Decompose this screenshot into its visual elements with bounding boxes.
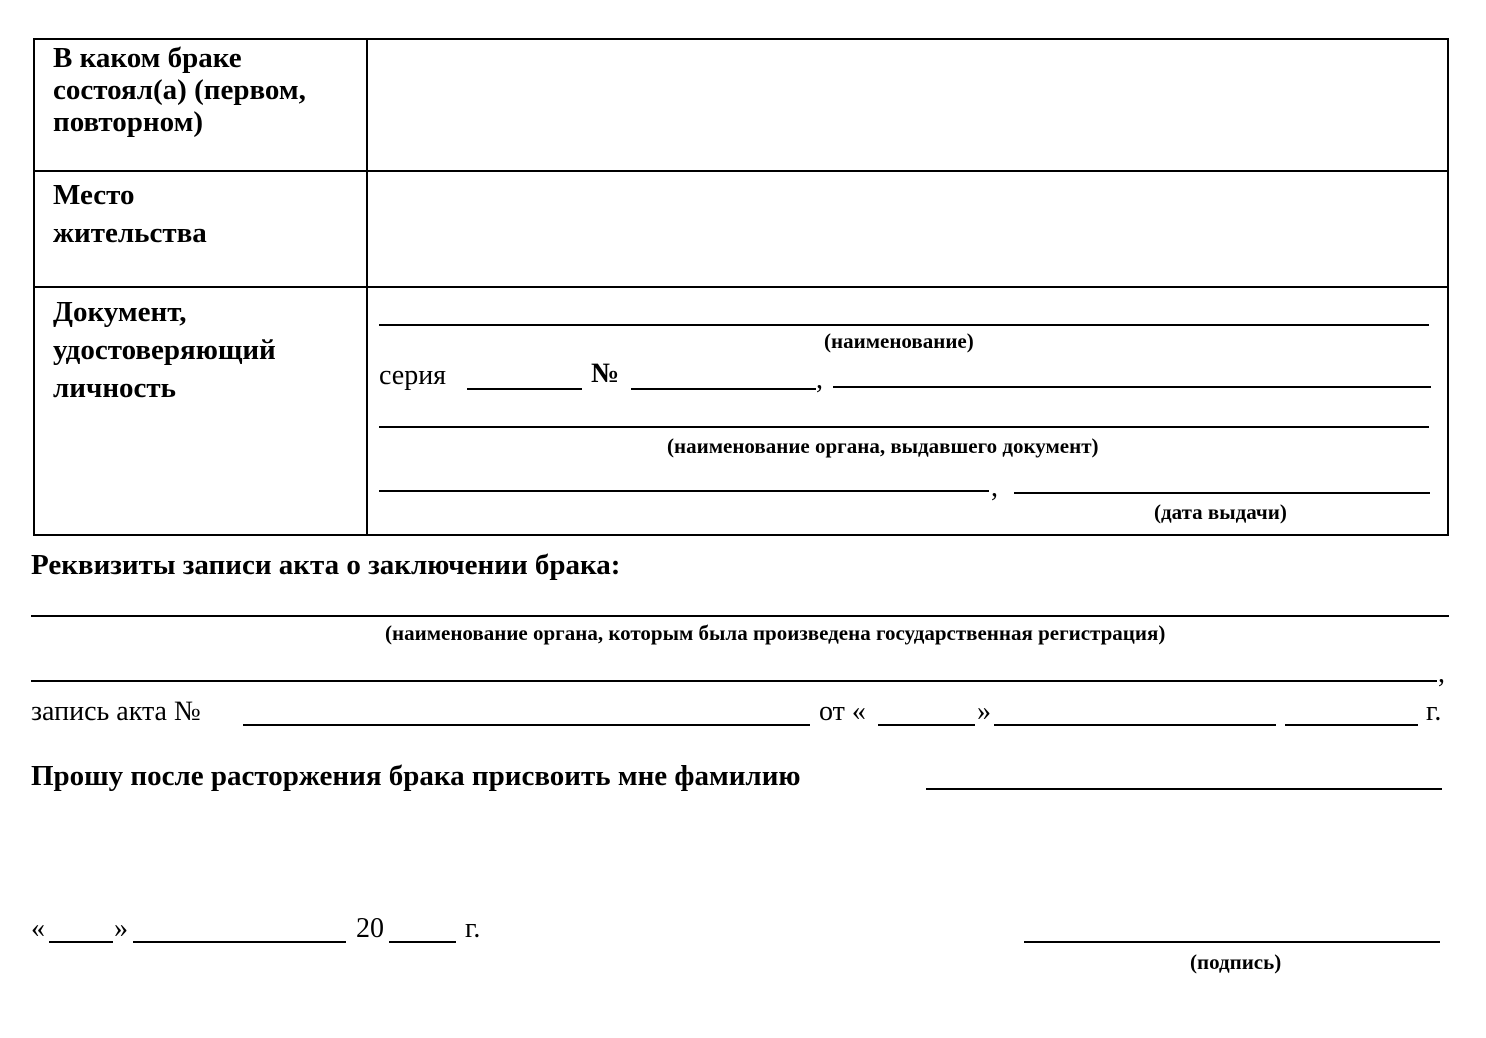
sign-year-suffix: г. [465,913,481,944]
document-name-caption: (наименование) [824,329,974,353]
comma: , [816,364,823,395]
issuer-field-continued[interactable] [379,490,989,492]
surname-field[interactable] [926,788,1442,790]
registration-organ-field-continued[interactable] [31,680,1437,682]
signature-field[interactable] [1024,941,1440,943]
applicant-info-table [33,38,1449,536]
document-number-field[interactable] [631,388,816,390]
marriage-order-label: В каком браке состоял(а) (первом, повторном) [53,42,306,138]
issuer-caption: (наименование органа, выдавшего документ) [667,434,1099,458]
row-divider [35,286,1447,288]
issuer-field[interactable] [379,426,1429,428]
record-day-field[interactable] [878,724,975,726]
issue-date-caption: (дата выдачи) [1154,500,1287,524]
marriage-order-field[interactable] [369,40,1447,168]
date-close-quote: » [114,913,128,944]
registration-organ-caption: (наименование органа, которым была произведена государственная регистрация) [385,621,1166,645]
series-field[interactable] [467,388,582,390]
record-number-field[interactable] [243,724,810,726]
issue-date-field[interactable] [1014,492,1430,494]
residence-label: Место жительства [53,179,207,249]
sign-day-field[interactable] [49,941,113,943]
record-date-from-label: от « [819,696,866,727]
trailing-comma: , [1438,658,1445,689]
date-open-quote: « [31,913,45,944]
year-prefix: 20 [356,913,384,944]
quote-close: » [977,696,991,727]
number-label: № [591,358,620,389]
record-number-label: запись акта № [31,696,201,727]
signature-caption: (подпись) [1190,950,1282,974]
id-document-label: Документ, удостоверяющий личность [53,296,276,404]
sign-year-field[interactable] [389,941,456,943]
record-month-field[interactable] [994,724,1276,726]
comma: , [991,472,998,503]
row-divider [35,170,1447,172]
series-label: серия [379,360,447,391]
year-suffix: г. [1426,696,1442,727]
record-year-field[interactable] [1285,724,1418,726]
registration-organ-field[interactable] [31,615,1449,617]
residence-field[interactable] [369,173,1447,285]
sign-month-field[interactable] [133,941,346,943]
surname-request-text: Прошу после расторжения брака присвоить мне фамилию [31,760,801,792]
document-name-field[interactable] [379,324,1429,326]
marriage-record-heading: Реквизиты записи акта о заключении брака: [31,549,621,581]
document-extra-field[interactable] [833,386,1431,388]
